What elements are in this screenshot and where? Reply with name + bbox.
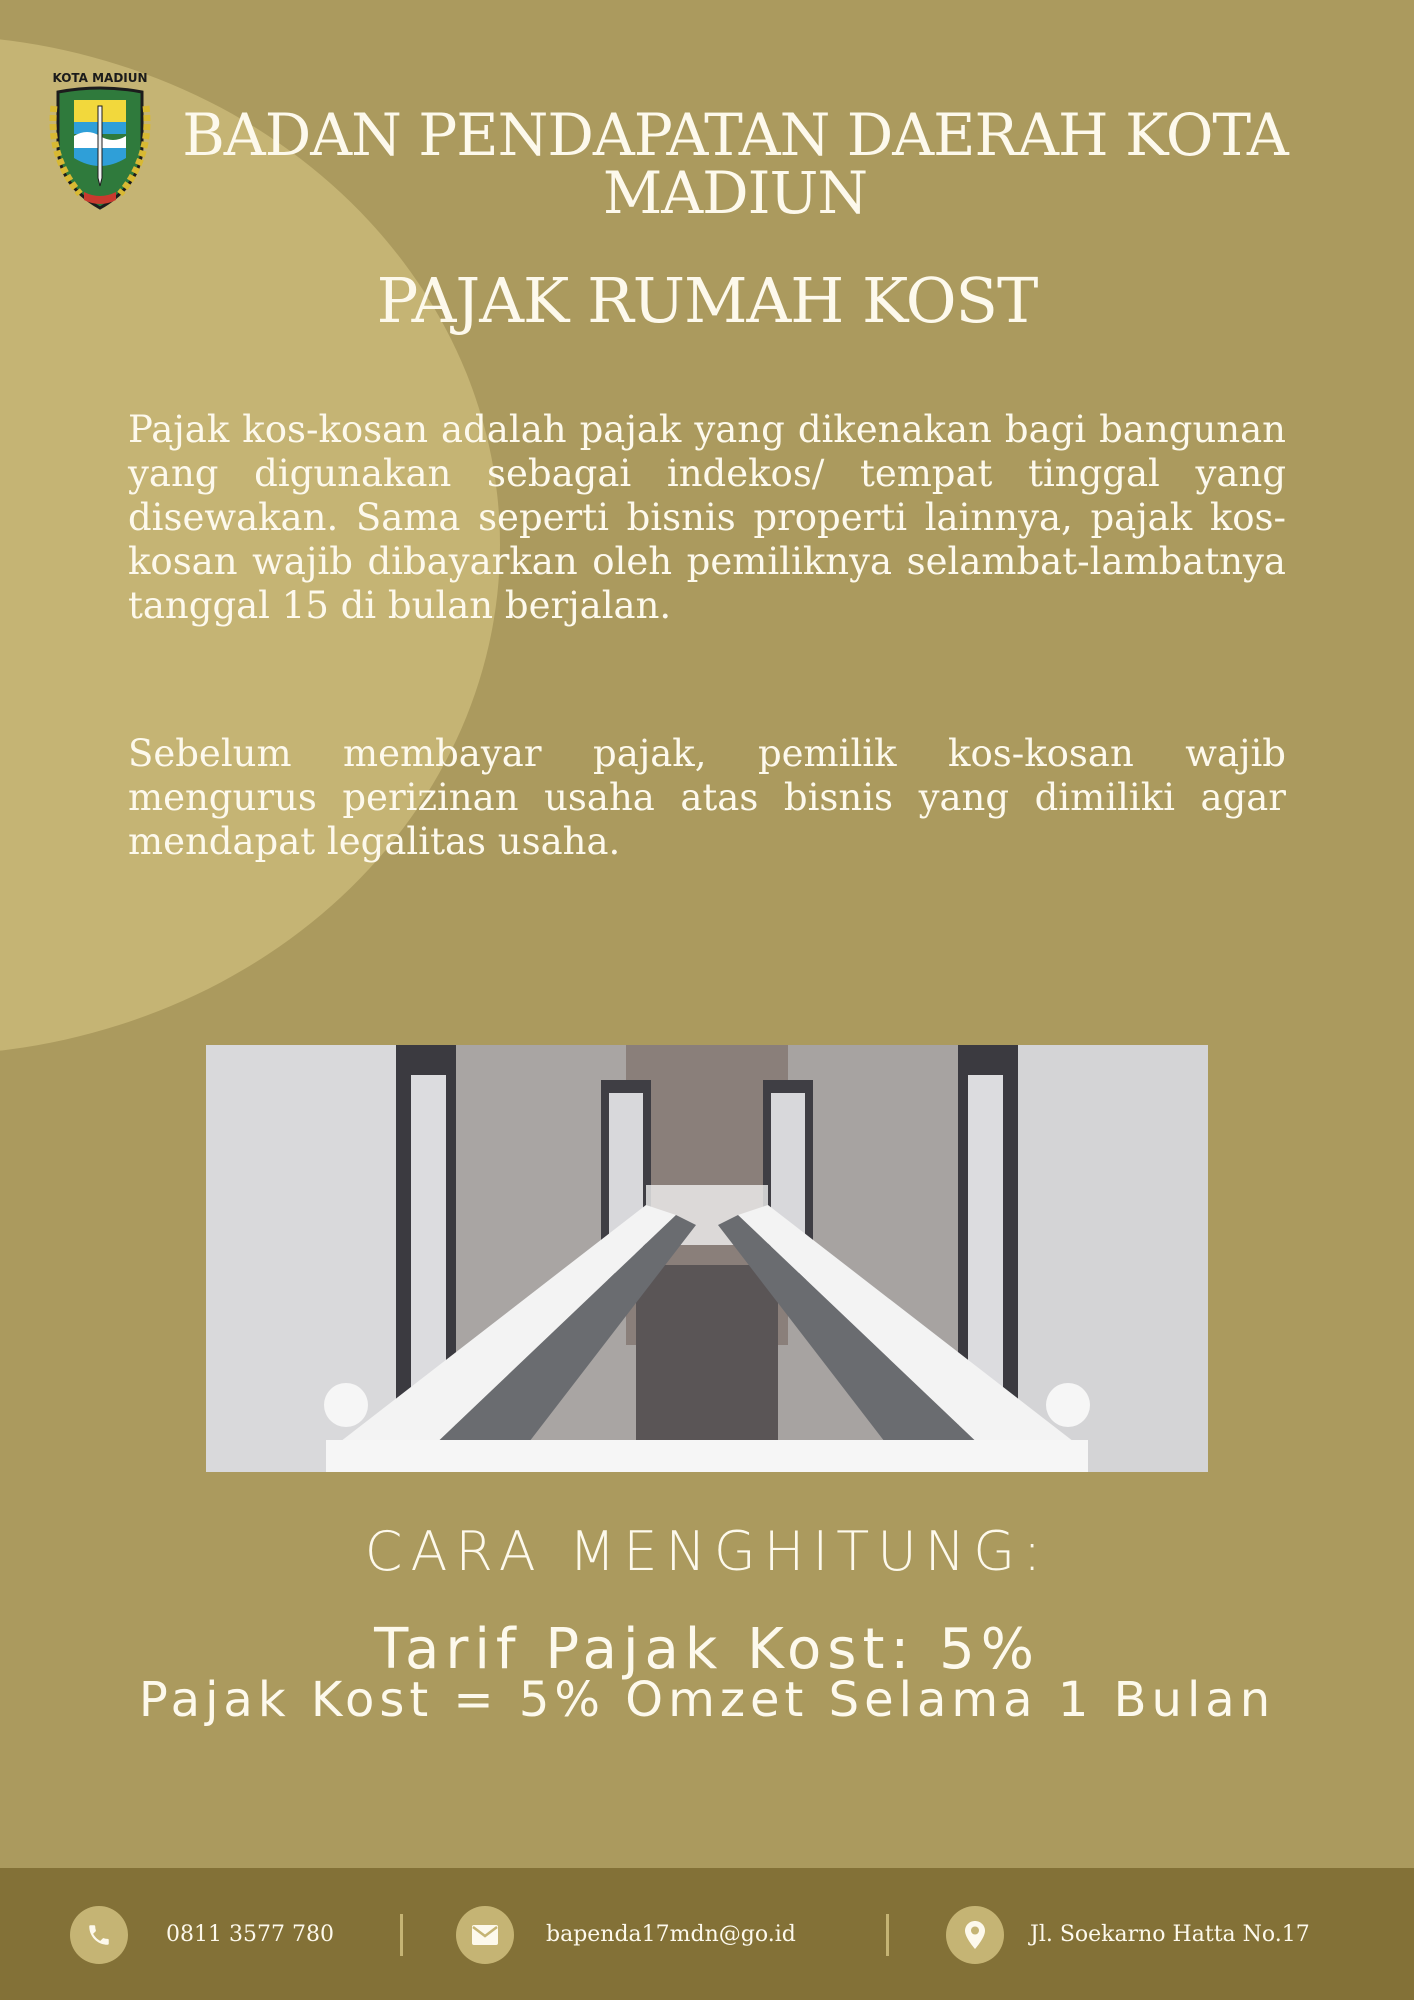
phone-icon <box>70 1906 128 1964</box>
footer-divider <box>886 1914 889 1956</box>
location-pin-icon <box>946 1906 1004 1964</box>
footer-divider <box>400 1914 403 1956</box>
footer-email[interactable]: bapenda17mdn@go.id <box>546 1922 796 1947</box>
boarding-house-corridor-photo <box>206 1045 1208 1472</box>
mail-icon <box>456 1906 514 1964</box>
page-title: PAJAK RUMAH KOST <box>376 264 1038 337</box>
header-title: BADAN PENDAPATAN DAERAH KOTA MADIUN <box>182 101 1288 227</box>
description-paragraph-2: Sebelum membayar pajak, pemilik kos-kosan wajib mengurus perizinan usaha atas bisnis yang dimiliki agar mendapat legalitas usaha. <box>128 732 1286 863</box>
description-paragraph-1: Pajak kos-kosan adalah pajak yang dikenakan bagi bangunan yang digunakan sebagai indekos/ tempat tinggal yang disewakan. Sama seperti bisnis properti lainnya, pajak kos-kosan wajib dibayarkan oleh pemiliknya selambat-lambatnya tanggal 15 di bulan berjalan. <box>128 408 1286 627</box>
footer-bar <box>0 1868 1414 2000</box>
footer-address: Jl. Soekarno Hatta No.17 <box>1030 1922 1310 1947</box>
kota-madiun-emblem <box>40 66 160 216</box>
tax-rate-text: Tarif Pajak Kost: 5% <box>374 1617 1040 1682</box>
tax-formula-text: Pajak Kost = 5% Omzet Selama 1 Bulan <box>138 1672 1276 1728</box>
footer-phone[interactable]: 0811 3577 780 <box>166 1922 334 1947</box>
calculation-title: CARA MENGHITUNG: <box>364 1520 1050 1583</box>
emblem-label: KOTA MADIUN <box>52 71 148 85</box>
